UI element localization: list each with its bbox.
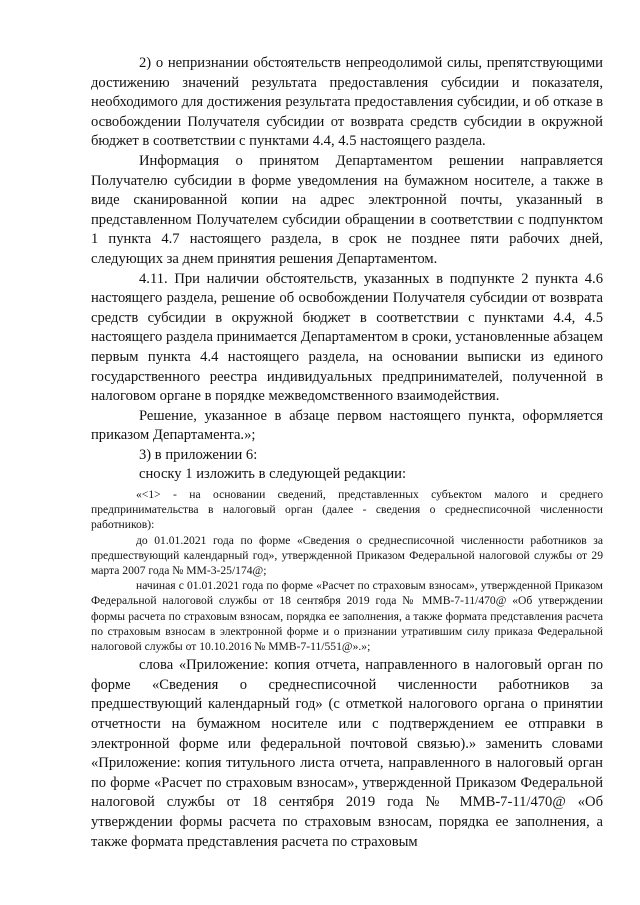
paragraph-footnote-1-intro: сноску 1 изложить в следующей редакции: [139,466,407,483]
paragraph-decision-notification: Информация о принятом Департаментом решении направляется Получателю субсидии в форме уведомления на бумажном носителе, а также в виде сканированной копии на адрес электронной почты, указанный в представленном Получателем субсидии обращении в соответствии с подпунктом 1 пункта 4.7 настоящего раздела, в срок не позднее пяти рабочих дней, следующих за днем принятия решения Департаментом. [91,152,603,267]
document-body [91,54,603,852]
footnote-text: «<1> - на основании сведений, представленных субъектом малого и среднего предпринимательства в налоговый орган (далее - сведения о среднесписочной численности работников): [91,488,603,532]
paragraph-decision-order: Решение, указанное в абзаце первом настоящего пункта, оформляется приказом Департамента.»; [91,407,603,444]
footnote-from-2021: начиная с 01.01.2021 года по форме «Расчет по страховым взносам», утвержденной Приказом Федеральной налоговой службы от 18 сентября 2019 года № ММВ-7-11/470@ «Об утверждении формы расчета по страховым взносам, порядка ее заполнения, а также формата представления расчета по страховым взносам в электронной форме и о признании утратившим силу приказа Федеральной налоговой службы от 10.10.2016 № ММВ-7-11/551@».»; [91,579,603,654]
paragraph-item-2-force-majeure: 2) о непризнании обстоятельств непреодолимой силы, препятствующими достижению значений результата предоставления субсидии и показателя, необходимого для достижения результата предоставления субсидии, и об отказе в освобождении Получателя субсидии от возврата средств субсидии в окружной бюджет в соответствии с пунктами 4.4, 4.5 настоящего раздела. [91,55,603,150]
footnote-before-2021: до 01.01.2021 года по форме «Сведения о среднесписочной численности работников за предшествующий календарный год», утвержденной Приказом Федеральной налоговой службы от 29 марта 2007 года № ММ-3-25/174@; [91,533,603,578]
paragraph-4-11: 4.11. При наличии обстоятельств, указанных в подпункте 2 пункта 4.6 настоящего раздела, решение об освобождении Получателя субсидии от возврата средств субсидии в окружной бюджет в соответствии с пунктами 4.4, 4.5 настоящего раздела принимается Департаментом в сроки, установленные абзацем первым пункта 4.4 настоящего раздела, на основании выписки из единого государственного реестра индивидуальных предпринимателей, полученной в налоговом органе в порядке межведомственного взаимодействия. [91,270,603,405]
paragraph-replace-words: слова «Приложение: копия отчета, направленного в налоговый орган по форме «Сведения о среднесписочной численности работников за предшествующий календарный год» (с отметкой налогового органа о принятии отчетности на бумажном носителе или с подтверждением ее отправки в электронной форме или федеральной почтовой связью).» заменить словами «Приложение: копия титульного листа отчета, направленного в налоговый орган по форме «Расчет по страховым взносам», утвержденной Приказом Федеральной налоговой службы от 18 сентября 2019 года № ММВ-7-11/470@ «Об утверждении формы расчета по страховым взносам, порядка ее заполнения, а также формата представления расчета по страховым [91,657,603,850]
paragraph-appendix-6: 3) в приложении 6: [139,446,258,463]
